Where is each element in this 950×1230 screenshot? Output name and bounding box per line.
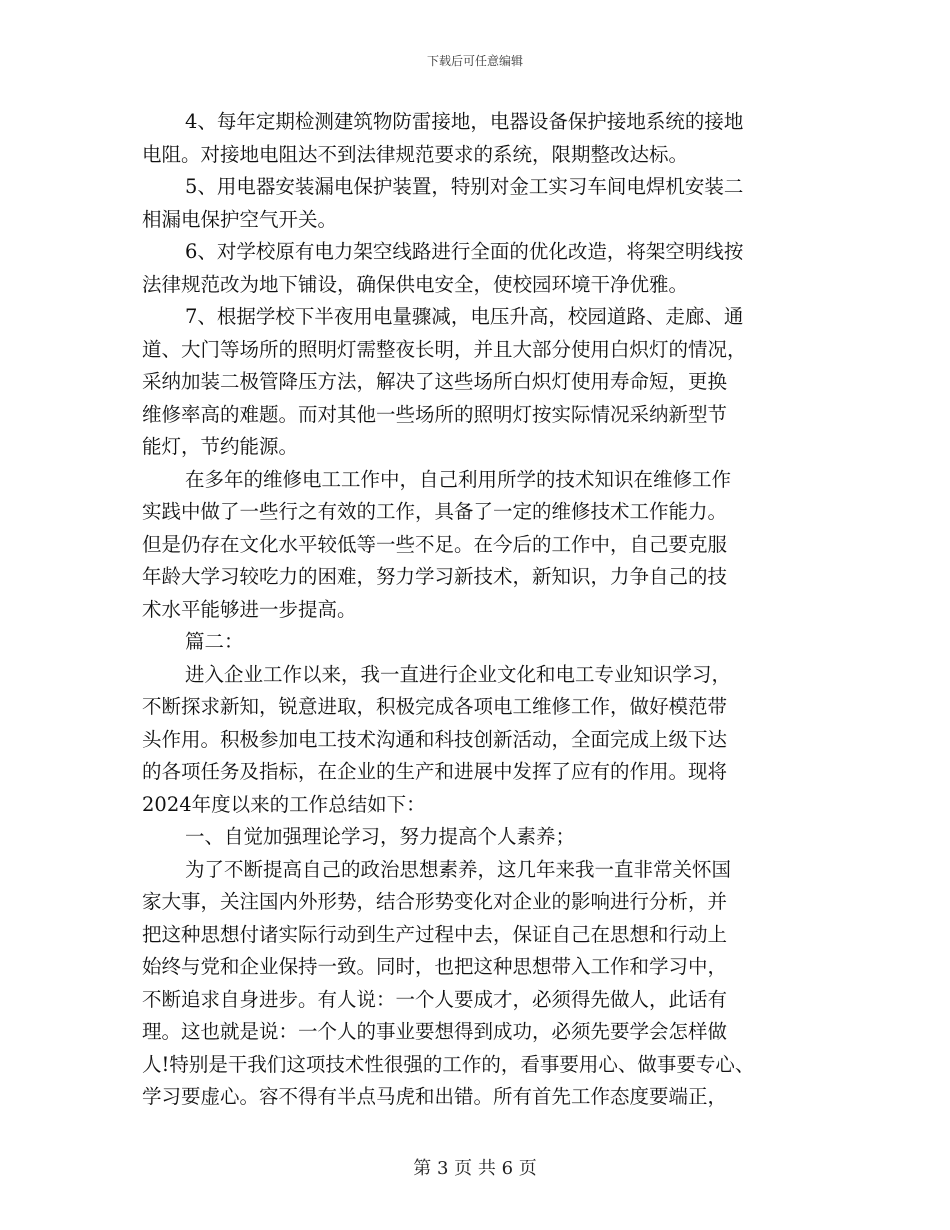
document-body xyxy=(142,106,812,1114)
paragraph-line: 维修率高的难题。而对其他一些场所的照明灯按实际情况采纳新型节 xyxy=(142,402,728,426)
paragraph-line: 实践中做了一些行之有效的工作，具备了一定的维修技术工作能力。 xyxy=(142,500,728,523)
page-header: 下载后可任意编辑 xyxy=(426,54,523,68)
paragraph-first-line: 进入企业工作以来，我一直进行企业文化和电工专业知识学习， xyxy=(185,662,732,686)
paragraph-first-line: 6、对学校原有电力架空线路进行全面的优化改造，将架空明线按 xyxy=(185,240,744,263)
paragraph-line: 不断探求新知，锐意进取，积极完成各项电工维修工作，做好模范带 xyxy=(142,695,728,718)
paragraph-line: 把这种思想付诸实际行动到生产过程中去，保证自己在思想和行动上 xyxy=(142,922,728,946)
paragraph-line: 人!特别是干我们这项技术性很强的工作的，看事要用心、做事要专心、 xyxy=(142,1052,755,1076)
paragraph-line: 学习要虚心。容不得有半点马虎和出错。所有首先工作态度要端正， xyxy=(142,1085,728,1108)
paragraph-first-line: 篇二： xyxy=(185,630,244,653)
paragraph-line: 的各项任务及指标，在企业的生产和进展中发挥了应有的作用。现将 xyxy=(142,760,728,783)
paragraph-line: 2024年度以来的工作总结如下： xyxy=(142,792,426,816)
paragraph-line: 始终与党和企业保持一致。同时，也把这种思想带入工作和学习中， xyxy=(142,955,728,978)
paragraph-line: 能灯，节约能源。 xyxy=(142,435,299,458)
paragraph-first-line: 在多年的维修电工工作中，自己利用所学的技术知识在维修工作 xyxy=(185,467,732,491)
paragraph-line: 头作用。积极参加电工技术沟通和科技创新活动，全面完成上级下达 xyxy=(142,727,728,751)
paragraph-line: 年龄大学习较吃力的困难，努力学习新技术，新知识，力争自己的技 xyxy=(142,565,728,588)
paragraph-line: 电阻。对接地电阻达不到法律规范要求的系统，限期整改达标。 xyxy=(142,142,689,166)
paragraph-first-line: 一、自觉加强理论学习，努力提高个人素养； xyxy=(185,825,576,848)
page-number-footer: 第 3 页 共 6 页 xyxy=(413,1158,537,1179)
paragraph-first-line: 5、用电器安装漏电保护装置，特别对金工实习车间电焊机安装二 xyxy=(185,175,744,198)
paragraph-line: 道、大门等场所的照明灯需整夜长明，并且大部分使用白炽灯的情况， xyxy=(142,337,747,361)
paragraph-line: 不断追求自身进步。有人说：一个人要成才，必须得先做人，此话有 xyxy=(142,987,728,1011)
paragraph-first-line: 7、根据学校下半夜用电量骤减，电压升高，校园道路、走廊、通 xyxy=(185,305,744,328)
paragraph-line: 术水平能够进一步提高。 xyxy=(142,597,357,621)
paragraph-first-line: 为了不断提高自己的政治思想素养，这几年来我一直非常关怀国 xyxy=(185,857,732,881)
paragraph-line: 但是仍存在文化水平较低等一些不足。在今后的工作中，自己要克服 xyxy=(142,532,728,556)
paragraph-line: 法律规范改为地下铺设，确保供电安全，使校园环境干净优雅。 xyxy=(142,272,689,296)
paragraph-line: 采纳加装二极管降压方法，解决了这些场所白炽灯使用寿命短，更换 xyxy=(142,370,728,393)
paragraph-first-line: 4、每年定期检测建筑物防雷接地，电器设备保护接地系统的接地 xyxy=(185,110,744,133)
paragraph-line: 家大事，关注国内外形势，结合形势变化对企业的影响进行分析，并 xyxy=(142,890,728,913)
paragraph-line: 相漏电保护空气开关。 xyxy=(142,207,338,231)
paragraph-line: 理。这也就是说：一个人的事业要想得到成功，必须先要学会怎样做 xyxy=(142,1020,728,1043)
